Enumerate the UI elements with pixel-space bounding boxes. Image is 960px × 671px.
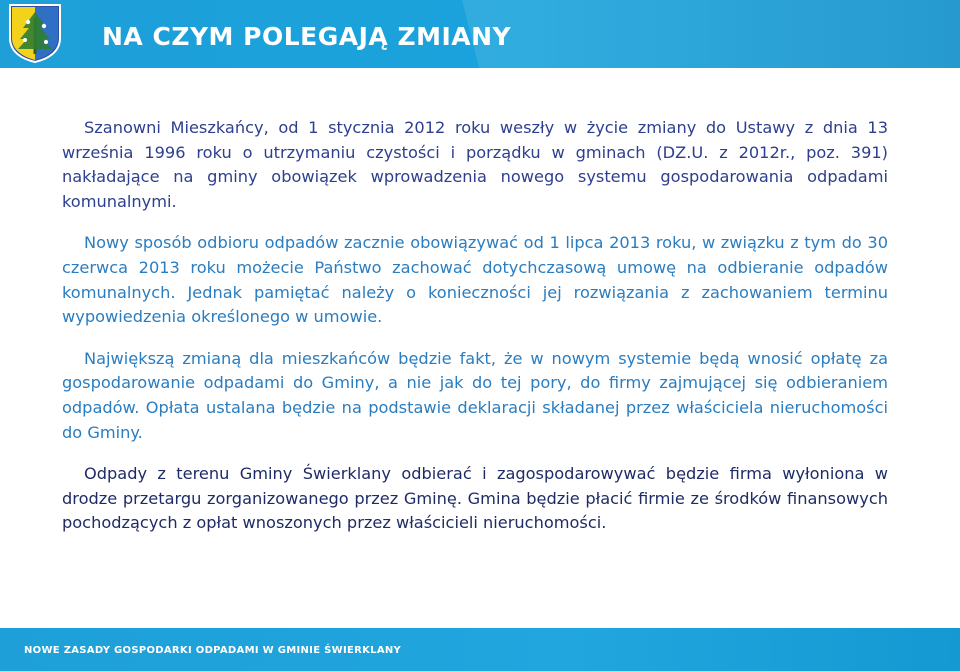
page-title: NA CZYM POLEGAJĄ ZMIANY: [102, 22, 512, 51]
footer-caption: NOWE ZASADY GOSPODARKI ODPADAMI W GMINIE ŚWIERKLANY: [24, 645, 402, 656]
header-banner: [0, 0, 960, 68]
footer-banner: [0, 628, 960, 671]
paragraph-intro: Szanowni Mieszkańcy, od 1 stycznia 2012 roku weszły w życie zmiany do Ustawy z dnia 13 września 1996 roku o utrzymaniu czystości i porządku w gminach (DZ.U. z 2012r., poz. 391) nakładające na gminy obowiązek wprowadzenia nowego systemu gospodarowania odpadami komunalnymi.: [62, 118, 888, 211]
paragraph-waste-company: Odpady z terenu Gminy Świerklany odbierać i zagospodarowywać będzie firma wyłoniona w drodze przetargu zorganizowanego przez Gminę. Gmina będzie płacić firmie ze środków finansowych pochodzących z opłat wnoszonych przez właścicieli nieruchomości.: [62, 464, 888, 533]
paragraph-biggest-change: Największą zmianą dla mieszkańców będzie fakt, że w nowym systemie będą wnosić opłatę za gospodarowanie odpadami do Gminy, a nie jak do tej pory, do firmy zajmującej się odbieraniem odpadów. Opłata ustalana będzie na podstawie deklaracji składanej przez właściciela nieruchomości do Gminy.: [62, 348, 888, 442]
header-shade: [456, 0, 960, 68]
paragraph-new-collection: Nowy sposób odbioru odpadów zacznie obowiązywać od 1 lipca 2013 roku, w związku z tym do 30 czerwca 2013 roku możecie Państwo zachować dotychczasową umowę na odbieranie odpadów komunalnych. Jednak pamiętać należy o konieczności jej rozwiązania z zachowaniem terminu wypowiedzenia określonego w umowie.: [62, 233, 888, 327]
main-content: [62, 116, 888, 536]
municipality-crest-icon: [6, 2, 64, 64]
